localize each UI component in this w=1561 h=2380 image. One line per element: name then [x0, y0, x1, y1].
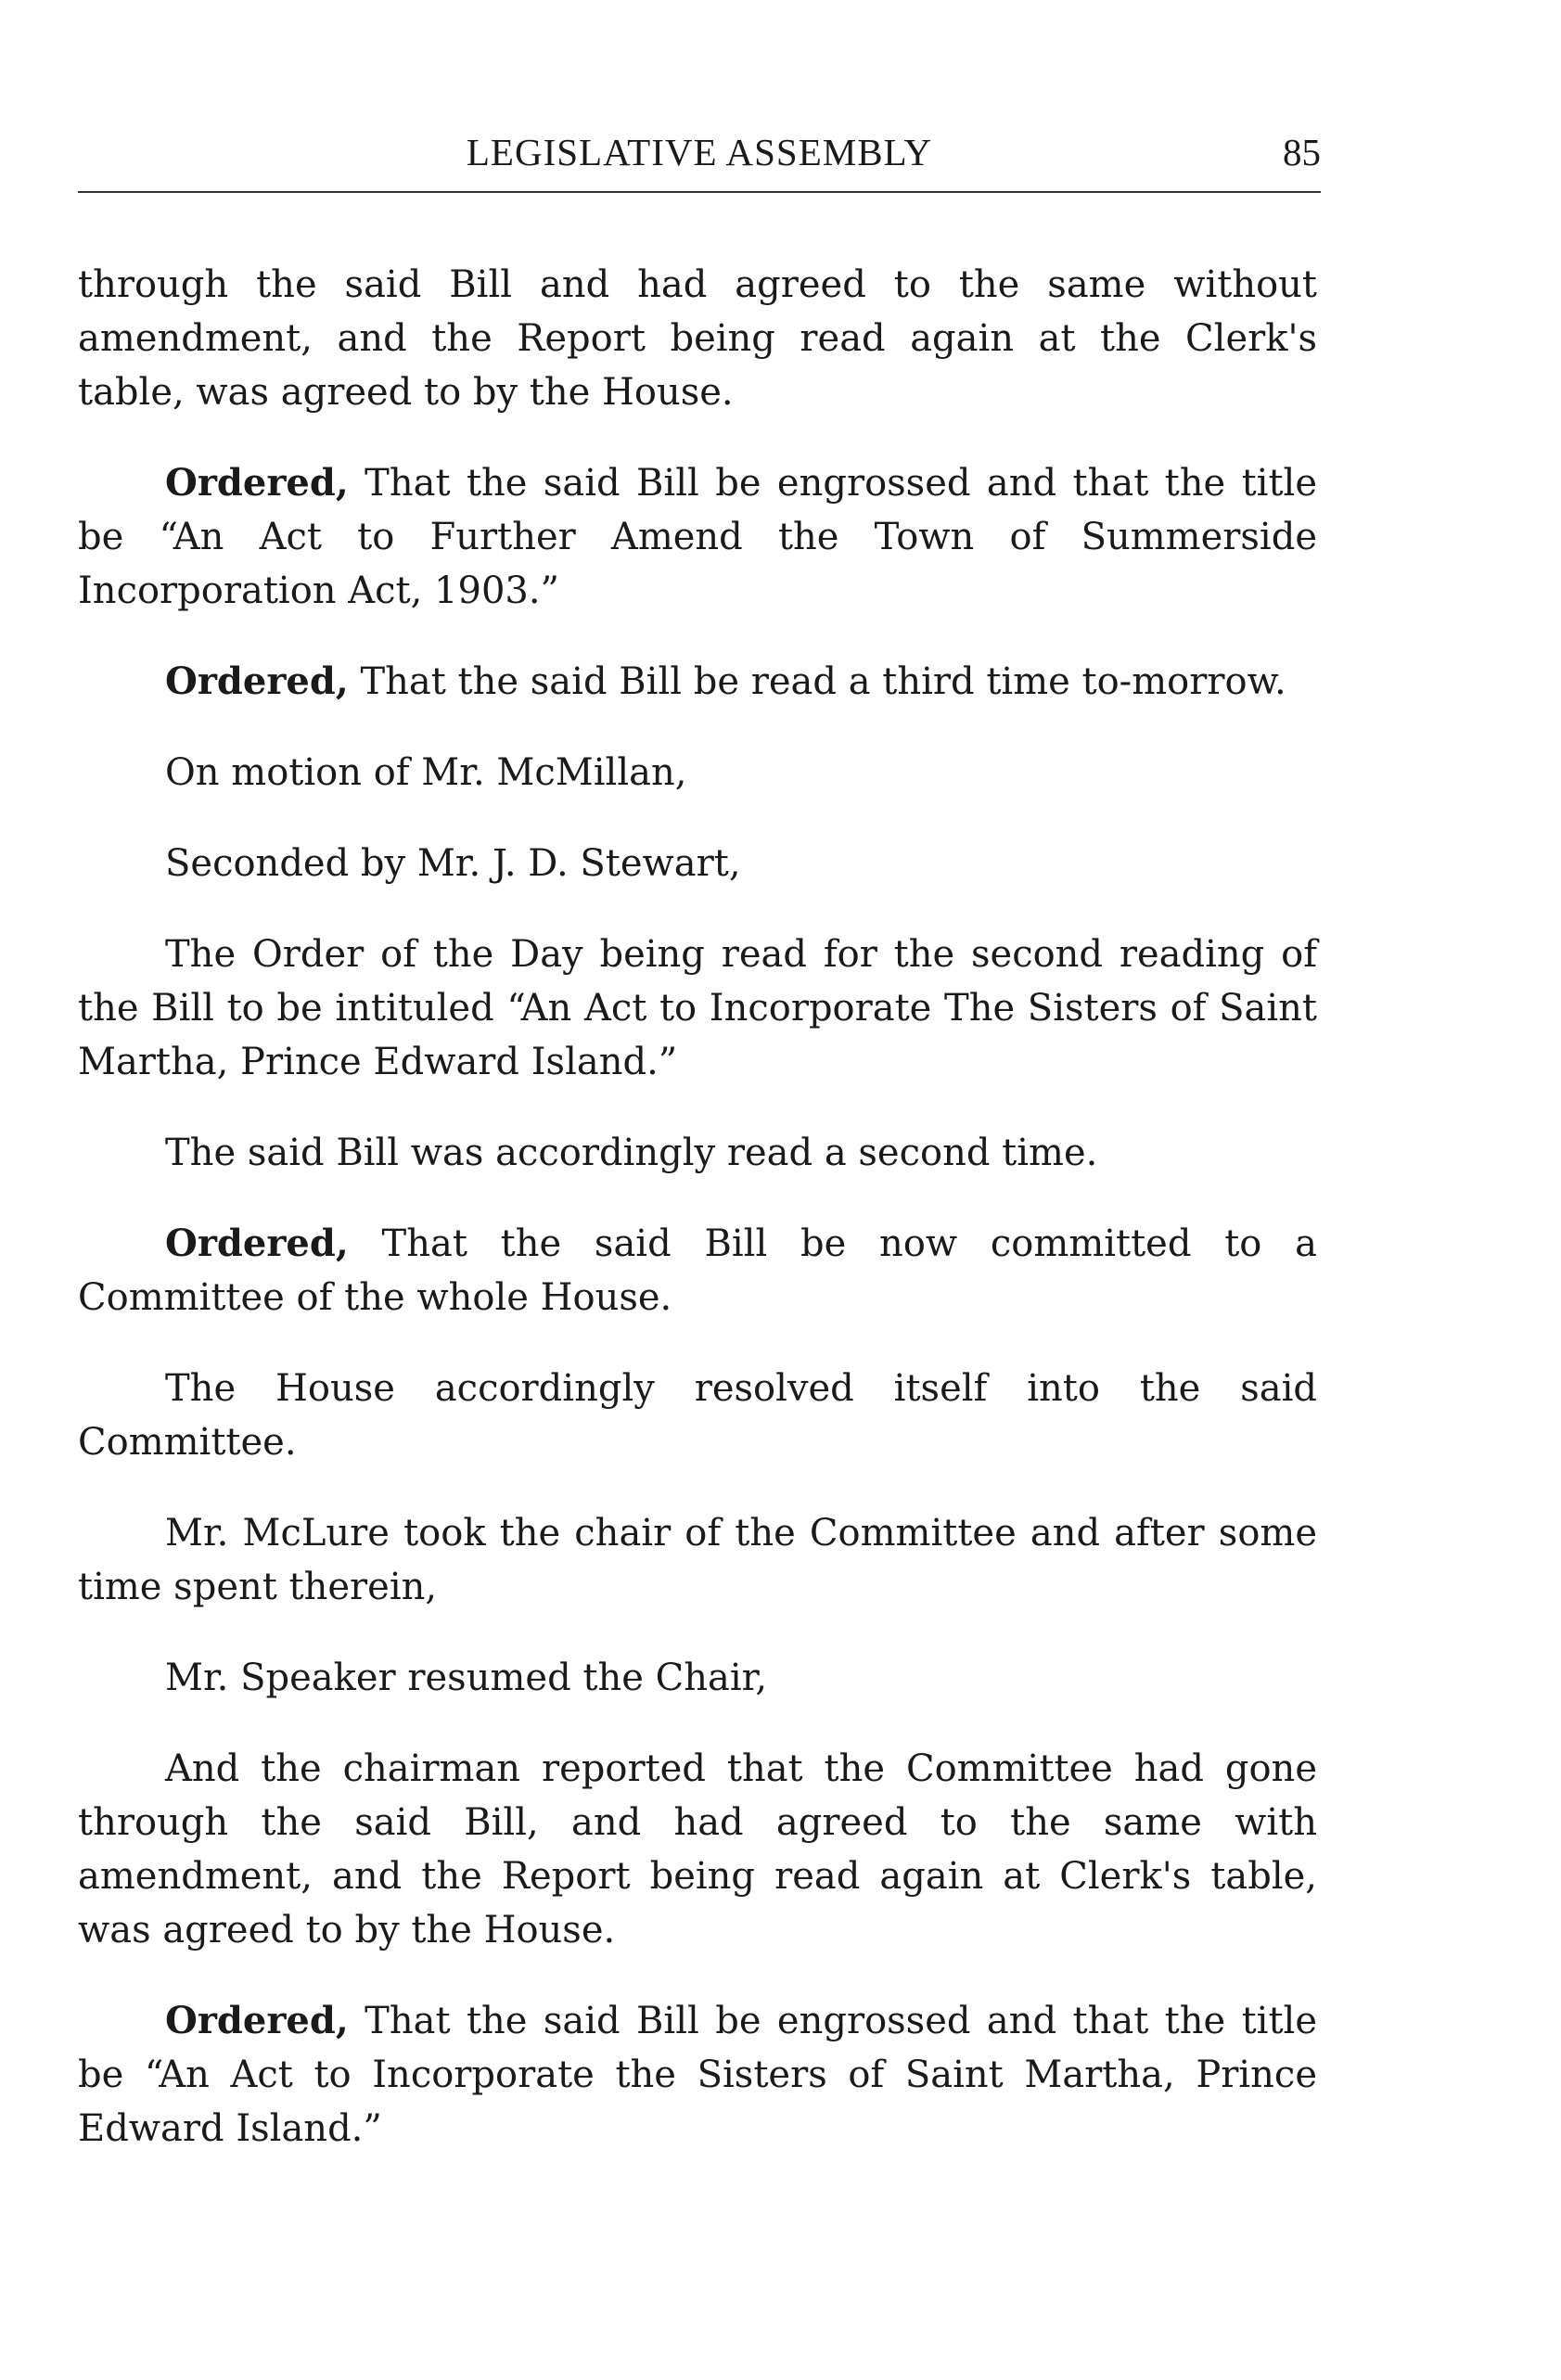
paragraph-text: Mr. Speaker resumed the Chair, — [165, 1657, 768, 1699]
paragraph-text: The Order of the Day being read for the second reading of the Bill to be intituled “An Act to Incorporate The Sisters of Saint Martha, Prince Edward Island.” — [78, 933, 1317, 1083]
paragraph-ordered-third-reading — [78, 655, 1317, 709]
ordered-lead: Ordered, — [165, 1222, 349, 1265]
paragraph-text: That the said Bill be now committed to a Committee of the whole House. — [78, 1222, 1317, 1319]
paragraph-text: And the chairman reported that the Committee had gone through the said Bill, and had agreed to the same with amendment, and the Report being read again at Clerk's table, was agreed to by the House. — [78, 1747, 1317, 1951]
paragraph-text: The House accordingly resolved itself into the said Committee. — [78, 1367, 1317, 1464]
paragraph-text: That the said Bill be engrossed and that the title be “An Act to Incorporate the Sisters of Saint Martha, Prince Edward Island.” — [78, 2000, 1317, 2150]
paragraph-text: That the said Bill be engrossed and that the title be “An Act to Further Amend the Town of Summerside Incorporation Act, 1903.” — [78, 462, 1317, 612]
paragraph-motion — [78, 746, 1317, 800]
paragraph-text: That the said Bill be read a third time to-morrow. — [348, 660, 1286, 703]
body-text — [78, 258, 1317, 2193]
page-number: 85 — [1283, 131, 1321, 173]
paragraph-continuation — [78, 258, 1317, 419]
running-title: LEGISLATIVE ASSEMBLY — [466, 131, 933, 173]
paragraph-ordered-title — [78, 456, 1317, 618]
paragraph-second-reading — [78, 1126, 1317, 1180]
ordered-lead: Ordered, — [165, 461, 349, 505]
paragraph-text: Seconded by Mr. J. D. Stewart, — [165, 842, 741, 885]
paragraph-speaker — [78, 1651, 1317, 1705]
paragraph-text: The said Bill was accordingly read a second time. — [165, 1132, 1098, 1174]
paragraph-seconded — [78, 837, 1317, 890]
header-rule — [78, 191, 1321, 193]
paragraph-order-of-day — [78, 928, 1317, 1089]
ordered-lead: Ordered, — [165, 1999, 349, 2042]
paragraph-ordered-committed — [78, 1217, 1317, 1324]
running-head — [78, 130, 1321, 186]
paragraph-chairman-report — [78, 1742, 1317, 1957]
paragraph-ordered-engrossed — [78, 1994, 1317, 2156]
ordered-lead: Ordered, — [165, 659, 349, 703]
paragraph-text: through the said Bill and had agreed to the same without amendment, and the Report being read again at the Clerk's table, was agreed to by the House. — [78, 263, 1317, 414]
paragraph-text: On motion of Mr. McMillan, — [165, 751, 687, 794]
paragraph-chair — [78, 1506, 1317, 1614]
paragraph-house-resolved — [78, 1362, 1317, 1469]
paragraph-text: Mr. McLure took the chair of the Committee and after some time spent therein, — [78, 1512, 1317, 1608]
